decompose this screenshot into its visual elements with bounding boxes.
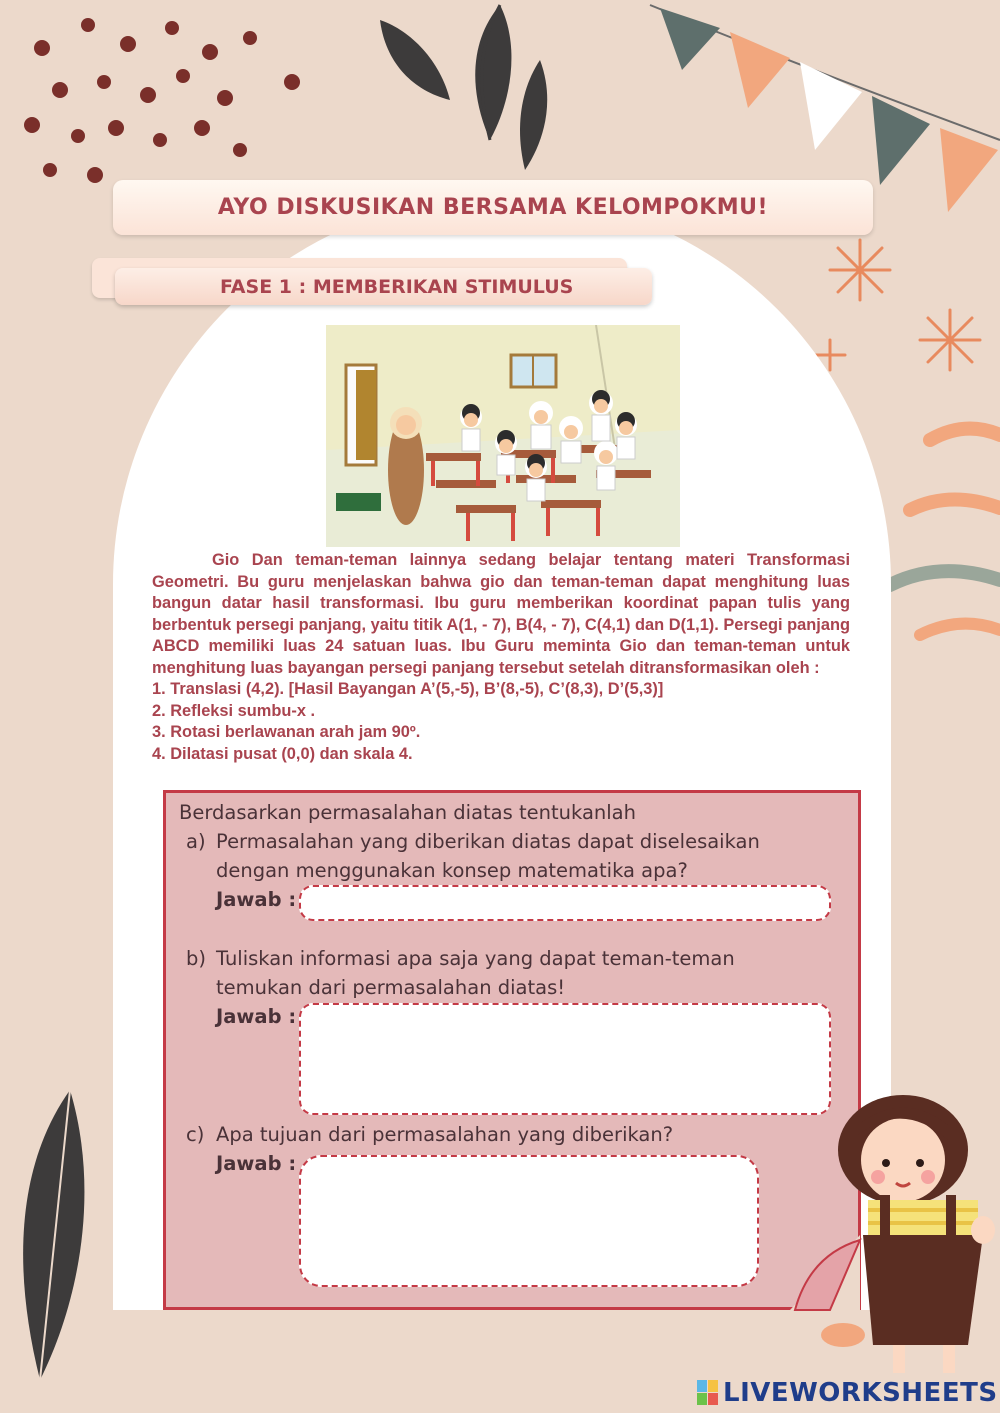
classroom-illustration xyxy=(326,325,680,547)
story-item-4: 4. Dilatasi pusat (0,0) dan skala 4. xyxy=(152,744,413,763)
decorative-dots xyxy=(0,0,320,190)
story-item-2: 2. Refleksi sumbu-x . xyxy=(152,701,316,720)
question-a-line2: dengan menggunakan konsep matematika apa? xyxy=(216,859,688,882)
liveworksheets-logo-text: LIVEWORKSHEETS xyxy=(723,1378,998,1408)
girl-character-icon xyxy=(818,1095,1000,1380)
phase-title: FASE 1 : MEMBERIKAN STIMULUS xyxy=(115,268,652,305)
liveworksheets-logo-icon xyxy=(697,1380,719,1406)
answer-label-c: Jawab : xyxy=(216,1152,297,1175)
question-intro: Berdasarkan permasalahan diatas tentukanlah xyxy=(179,801,636,824)
question-box xyxy=(163,790,861,1310)
question-b-letter: b) xyxy=(186,947,206,970)
question-b-line1: Tuliskan informasi apa saja yang dapat teman-teman xyxy=(216,947,735,970)
story-text xyxy=(152,550,850,765)
answer-label-a: Jawab : xyxy=(216,888,297,911)
decorative-leaves-top xyxy=(350,0,570,190)
page-title: AYO DISKUSIKAN BERSAMA KELOMPOKMU! xyxy=(113,180,873,235)
question-a-letter: a) xyxy=(186,830,206,853)
answer-input-a[interactable] xyxy=(299,885,831,921)
question-c-line1: Apa tujuan dari permasalahan yang diberikan? xyxy=(216,1123,674,1146)
liveworksheets-logo xyxy=(697,1378,998,1408)
story-item-1: 1. Translasi (4,2). [Hasil Bayangan A’(5,-5), B’(8,-5), C’(8,3), D’(5,3)] xyxy=(152,680,664,698)
story-item-3: 3. Rotasi berlawanan arah jam 90º. xyxy=(152,723,421,741)
answer-input-c[interactable] xyxy=(299,1155,759,1287)
question-b-line2: temukan dari permasalahan diatas! xyxy=(216,976,566,999)
question-a-line1: Permasalahan yang diberikan diatas dapat diselesaikan xyxy=(216,830,760,853)
answer-label-b: Jawab : xyxy=(216,1005,297,1028)
answer-input-b[interactable] xyxy=(299,1003,831,1115)
story-paragraph: Gio Dan teman-teman lainnya sedang belajar tentang materi Transformasi Geometri. Bu guru menjelaskan bahwa gio dan teman-teman dapat menghitung luas bangun datar hasil transformasi. Ibu guru memberikan koordinat papan tulis yang berbentuk persegi panjang, yaitu titik A(1, - 7), B(4, - 7), C(4,1) dan D(1,1). Persegi panjang ABCD memiliki luas 24 satuan luas. Ibu Guru meminta Gio dan teman-teman untuk menghitung luas bayangan persegi panjang tersebut setelah ditransformasikan oleh : xyxy=(152,551,850,677)
question-c-letter: c) xyxy=(186,1123,205,1146)
